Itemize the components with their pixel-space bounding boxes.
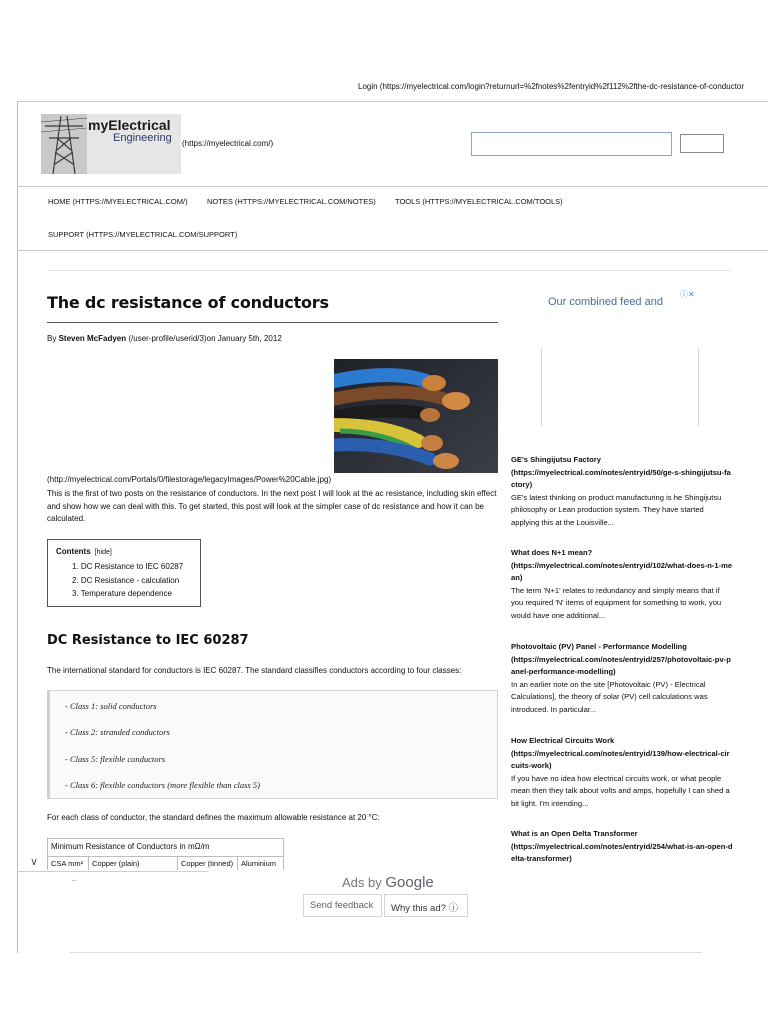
table-header-csa: CSA mm² [48, 857, 89, 870]
sidebar-item [511, 641, 733, 716]
sidebar-item-link[interactable]: (https://myelectrical.com/notes/entryid/257/photovoltaic-pv-panel-performance-modelling) [511, 654, 731, 676]
image-link[interactable]: (http://myelectrical.com/Portals/0/filestorage/legacyImages/Power%20Cable.jpg) [47, 475, 332, 484]
sidebar-item-text: In an earlier note on the site [Photovoltaic (PV) - Electrical Calculations], the theory of solar (PV) cell calculations was introduced. In particular... [511, 679, 708, 714]
ads-by-text: Ads by [342, 875, 382, 890]
toc-list [72, 560, 192, 601]
sidebar-item-title[interactable]: How Electrical Circuits Work [511, 736, 615, 745]
conductor-classes-quote [47, 690, 498, 799]
section-heading-iec: DC Resistance to IEC 60287 [47, 633, 249, 648]
sidebar-item [511, 735, 733, 810]
sidebar-item [511, 547, 733, 622]
cable-illustration [334, 359, 498, 473]
power-cable-image [334, 359, 498, 473]
sidebar-item-link[interactable]: (https://myelectrical.com/notes/entryid/254/what-is-an-open-delta-transformer) [511, 841, 733, 863]
resistance-table [47, 838, 284, 870]
logo-subtitle: Engineering [113, 132, 172, 144]
page-frame-bottom [70, 952, 702, 953]
byline [47, 334, 282, 343]
title-rule [47, 322, 498, 323]
header-top-rule [18, 101, 768, 102]
sidebar-item [511, 454, 733, 529]
table-caption: Minimum Resistance of Conductors in mΩ/m [48, 839, 283, 857]
sidebar-item-title[interactable]: What is an Open Delta Transformer [511, 829, 638, 838]
table-header-aluminium: Aluminium [241, 859, 277, 868]
sidebar-item-title[interactable]: Photovoltaic (PV) Panel - Performance Modelling [511, 642, 687, 651]
section-paragraph-2: For each class of conductor, the standard defines the maximum allowable resistance at 20 °C: [47, 813, 380, 822]
ad-frame-left [541, 348, 542, 426]
ad-frame-right [698, 348, 699, 426]
back-arrow-icon[interactable]: ← [70, 874, 79, 884]
site-logo[interactable] [41, 114, 181, 174]
class-item-3: - Class 5: flexible conductors [65, 754, 166, 764]
ad-bar-line [18, 871, 208, 872]
class-item-4: - Class 6: flexible conductors (more flexible than class 5) [65, 780, 260, 790]
nav-notes[interactable]: NOTES (HTTPS://MYELECTRICAL.COM/NOTES) [207, 197, 376, 206]
sidebar-item-text: GE's latest thinking on product manufacturing is he Shingijutsu philosophy or Lean production system. They have started applying this at the Louisville... [511, 492, 722, 527]
table-header-copper-plain: Copper (plain) [89, 857, 178, 870]
intro-paragraph: This is the first of two posts on the resistance of conductors. In the next post I will look at the ac resistance, including skin effect and show how we can deal with this. To get started, this post will look at the simpler case of dc resistance and how it can be calculated. [47, 489, 497, 523]
send-feedback-button[interactable]: Send feedback [303, 894, 382, 917]
search-input[interactable] [471, 132, 672, 156]
ad-top-text[interactable]: Our combined feed and [548, 296, 663, 305]
table-header-row [48, 857, 283, 870]
nav-support[interactable]: SUPPORT (HTTPS://MYELECTRICAL.COM/SUPPORT) [48, 230, 238, 239]
page-frame-left [17, 101, 18, 953]
section-paragraph: The international standard for conductors is IEC 60287. The standard classifies conductors according to four classes: [47, 666, 462, 675]
toc-item-2[interactable]: 2. DC Resistance - calculation [72, 575, 180, 585]
sidebar-item-link[interactable]: (https://myelectrical.com/notes/entryid/139/how-electrical-circuits-work) [511, 748, 730, 770]
nav-tools[interactable]: TOOLS (HTTPS://MYELECTRICAL.COM/TOOLS) [395, 197, 563, 206]
login-link[interactable]: Login (https://myelectrical.com/login?returnurl=%2fnotes%2fentryid%2f112%2fthe-dc-resistance-of-conductor [358, 82, 745, 91]
nav-home[interactable]: HOME (HTTPS://MYELECTRICAL.COM/) [48, 197, 188, 206]
search-button[interactable] [680, 134, 724, 153]
toc-heading [56, 547, 192, 556]
class-item-2: - Class 2: stranded conductors [65, 727, 170, 737]
byline-prefix: By [47, 334, 59, 343]
chevron-down-icon[interactable]: ∨ [30, 856, 39, 868]
table-of-contents [47, 539, 201, 607]
toc-heading-text: Contents [56, 547, 91, 556]
why-this-ad-button[interactable]: Why this ad? ⓘ [384, 894, 468, 917]
sidebar-item-link[interactable]: (https://myelectrical.com/notes/entryid/102/what-does-n-1-mean) [511, 560, 733, 582]
toc-hide-toggle[interactable]: [hide] [94, 549, 112, 556]
ads-by-google [342, 874, 434, 891]
sidebar-item-title[interactable]: GE's Shingijutsu Factory [511, 455, 601, 464]
author-link[interactable]: Steven McFadyen [58, 334, 127, 343]
sidebar-item-link[interactable]: (https://myelectrical.com/notes/entryid/50/ge-s-shingijutsu-factory) [511, 467, 731, 489]
sidebar-item-title[interactable]: What does N+1 mean? [511, 548, 593, 557]
byline-rest: (/user-profile/userid/3)on January 5th, 2012 [126, 334, 282, 343]
content-top-rule [47, 270, 730, 271]
nav-top-rule [18, 186, 768, 187]
google-logo: Google [385, 874, 434, 891]
toc-item-1[interactable]: 1. DC Resistance to IEC 60287 [72, 562, 184, 571]
class-item-1: - Class 1: solid conductors [65, 701, 157, 711]
table-header-copper-tinned: Copper (tinned) [178, 857, 238, 870]
sidebar-item-text: If you have no idea how electrical circuits work, or what people mean then they talk about volts and amps, hopefully I can shed a bit light. I'm intending... [511, 773, 730, 808]
nav-bottom-rule [18, 250, 768, 251]
sidebar-item [511, 828, 733, 866]
logo-title: myElectrical [88, 117, 171, 133]
toc-item-3[interactable]: 3. Temperature dependence [72, 589, 172, 598]
sidebar-item-text: The term 'N+1' relates to redundancy and simply means that if you required 'N' items of equipment for something to work, you would have one additional... [511, 585, 722, 620]
article-title: The dc resistance of conductors [47, 293, 329, 312]
logo-url-link[interactable]: (https://myelectrical.com/) [182, 139, 274, 148]
ad-close-icon[interactable]: ⓘ✕ [680, 290, 695, 299]
